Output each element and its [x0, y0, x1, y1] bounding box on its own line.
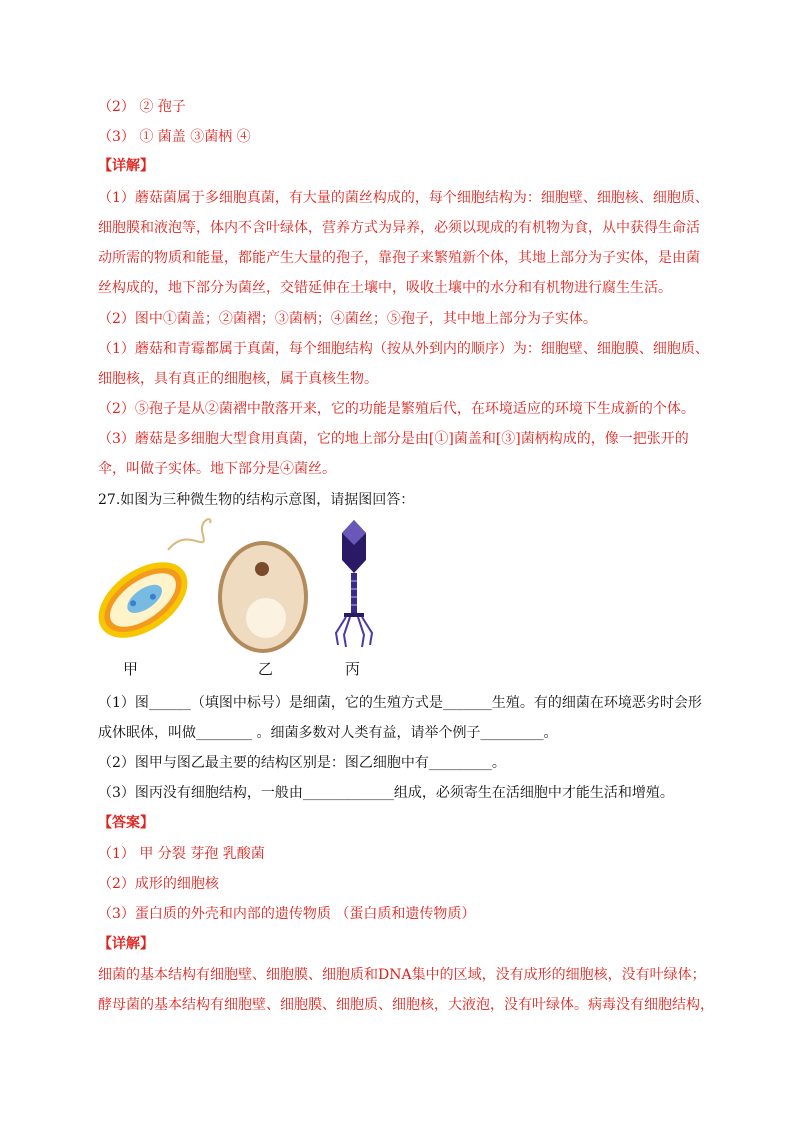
question-line: （3）图丙没有细胞结构，一般由_____________组成，必须寄生在活细胞中才能生活和增殖。 — [98, 785, 674, 801]
bacterium-figure — [98, 519, 210, 653]
detail-line: （1）蘑菇和青霉都属于真菌，每个细胞结构（按从外到内的顺序）为：细胞壁、细胞膜、细胞质、 — [98, 341, 709, 357]
detail-line: 细菌的基本结构有细胞壁、细胞膜、细胞质和DNA集中的区域，没有成形的细胞核，没有叶绿体； — [98, 967, 706, 983]
figure-label-yi: 乙 — [258, 660, 274, 678]
figure-label-jia: 甲 — [123, 660, 139, 678]
detail-line: 伞，叫做子实体。地下部分是④菌丝。 — [98, 461, 336, 477]
detail-line: 酵母菌的基本结构有细胞壁、细胞膜、细胞质、细胞核，大液泡，没有叶绿体。病毒没有细胞结构， — [98, 997, 714, 1013]
detail-heading: 【详解】 — [98, 936, 154, 952]
question-line: （1）图______（填图中标号）是细菌，它的生殖方式是_______生殖。有的细菌在环境恶劣时会形 — [98, 695, 702, 711]
microbe-figures — [98, 515, 398, 675]
detail-line: 丝构成的，地下部分为菌丝，交错延伸在土壤中，吸收土壤中的水分和有机物进行腐生生活。 — [98, 280, 672, 296]
detail-line: （2）图中①菌盖；②菌褶；③菌柄；④菌丝；⑤孢子，其中地上部分为子实体。 — [98, 311, 597, 327]
detail-heading: 【详解】 — [98, 158, 154, 174]
yeast-figure — [218, 541, 308, 653]
virus-figure — [336, 520, 372, 647]
prev-answer-line-3: （3） ① 菌盖 ③菌柄 ④ — [98, 129, 251, 145]
detail-line: 细胞膜和液泡等，体内不含叶绿体，营养方式为异养，必须以现成的有机物为食，从中获得生命活 — [98, 220, 700, 236]
answer-line: （1） 甲 分裂 芽孢 乳酸菌 — [98, 846, 265, 862]
prev-answer-line-2: （2） ② 孢子 — [98, 99, 186, 115]
detail-line: （3）蘑菇是多细胞大型食用真菌，它的地上部分是由[①]菌盖和[③]菌柄构成的，像一把张开的 — [98, 431, 689, 447]
answer-line: （2）成形的细胞核 — [98, 876, 219, 892]
figure-label-bing: 丙 — [345, 660, 361, 678]
detail-line: 动所需的物质和能量，都能产生大量的孢子，靠孢子来繁殖新个体，其地上部分为子实体，是由菌 — [98, 250, 700, 266]
question-stem: 27.如图为三种微生物的结构示意图，请据图回答： — [98, 492, 415, 508]
answer-line: （3）蛋白质的外壳和内部的遗传物质 （蛋白质和遗传物质） — [98, 906, 476, 922]
detail-line: （2）⑤孢子是从②菌褶中散落开来，它的功能是繁殖后代，在环境适应的环境下生成新的个体。 — [98, 401, 695, 417]
detail-line: （1）蘑菇菌属于多细胞真菌，有大量的菌丝构成的，每个细胞结构为：细胞壁、细胞核、细胞质、 — [98, 190, 709, 206]
answer-heading: 【答案】 — [98, 815, 154, 831]
question-line: （2）图甲与图乙最主要的结构区别是：图乙细胞中有_________。 — [98, 755, 506, 771]
microbe-diagram — [98, 515, 398, 655]
detail-line: 细胞核，具有真正的细胞核，属于真核生物。 — [98, 371, 378, 387]
question-line: 成休眠体，叫做________ 。细菌多数对人类有益，请举个例子_________。 — [98, 725, 558, 741]
